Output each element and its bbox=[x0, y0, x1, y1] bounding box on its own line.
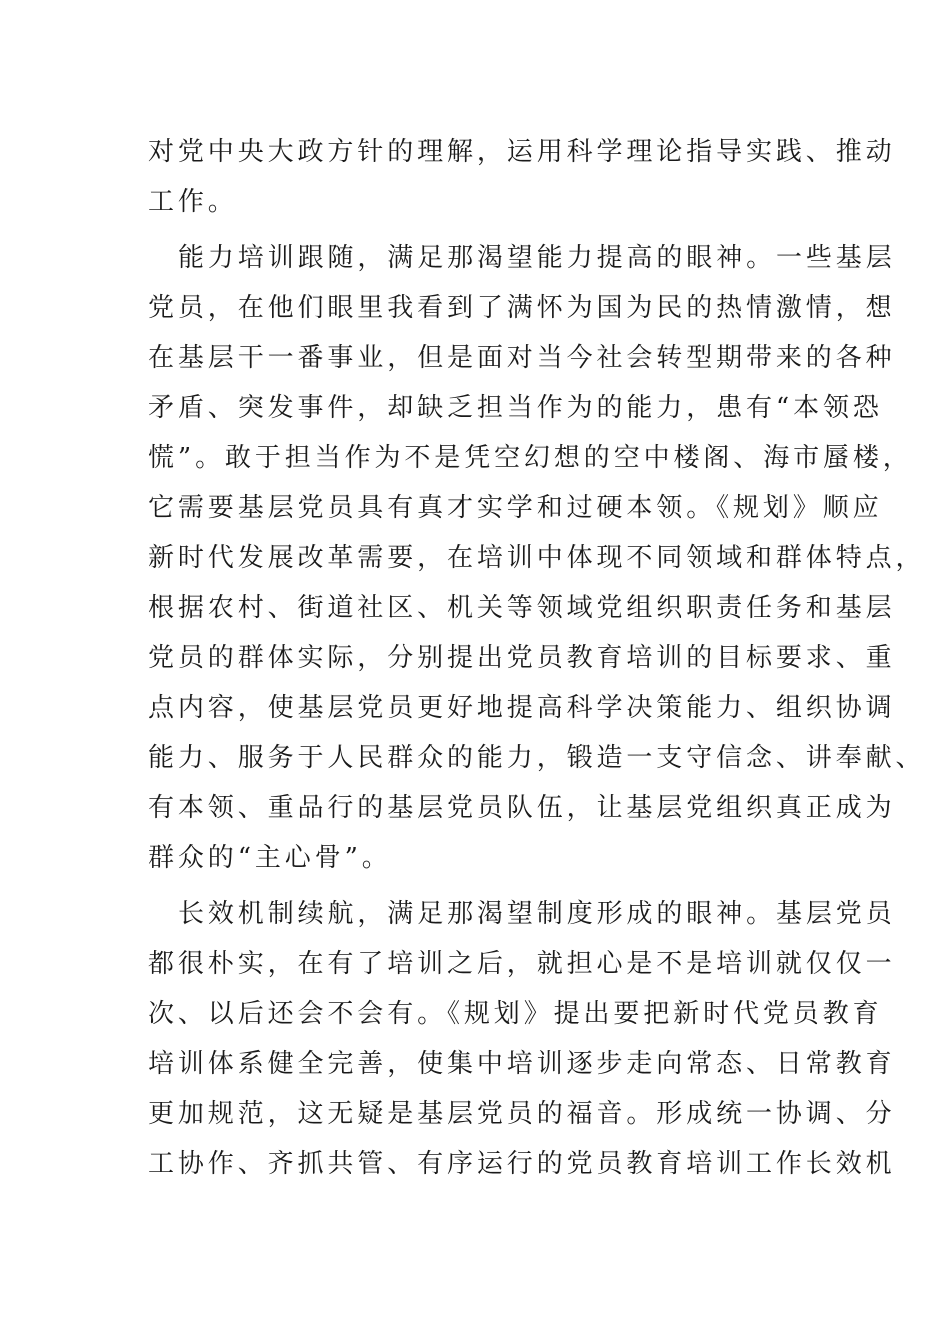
text-line: 能力、服务于人民群众的能力，锻造一支守信念、讲奉献、 bbox=[148, 743, 926, 773]
text-line: 次、以后还会不会有。《规划》提出要把新时代党员教育 bbox=[148, 999, 883, 1029]
text-line: 更加规范，这无疑是基层党员的福音。形成统一协调、分 bbox=[148, 1099, 896, 1129]
text-line: 点内容，使基层党员更好地提高科学决策能力、组织协调 bbox=[148, 693, 896, 723]
text-line: 党员，在他们眼里我看到了满怀为国为民的热情激情，想 bbox=[148, 293, 896, 323]
text-line: 工作。 bbox=[148, 187, 238, 217]
text-line: 都很朴实，在有了培训之后，就担心是不是培训就仅仅一 bbox=[148, 949, 896, 979]
text-line: 党员的群体实际，分别提出党员教育培训的目标要求、重 bbox=[148, 643, 896, 673]
text-line: 能力培训跟随，满足那渴望能力提高的眼神。一些基层 bbox=[178, 243, 896, 273]
text-line: 慌”。敢于担当作为不是凭空幻想的空中楼阁、海市蜃楼， bbox=[148, 443, 913, 473]
text-line: 矛盾、突发事件，却缺乏担当作为的能力，患有“本领恐 bbox=[148, 393, 883, 423]
text-line: 群众的“主心骨”。 bbox=[148, 843, 392, 873]
text-line: 工协作、齐抓共管、有序运行的党员教育培训工作长效机 bbox=[148, 1149, 896, 1179]
text-line: 根据农村、街道社区、机关等领域党组织职责任务和基层 bbox=[148, 593, 896, 623]
text-line: 新时代发展改革需要，在培训中体现不同领域和群体特点， bbox=[148, 543, 926, 573]
text-line: 对党中央大政方针的理解，运用科学理论指导实践、推动 bbox=[148, 137, 896, 167]
text-line: 它需要基层党员具有真才实学和过硬本领。《规划》顺应 bbox=[148, 493, 883, 523]
text-line: 长效机制续航，满足那渴望制度形成的眼神。基层党员 bbox=[178, 899, 896, 929]
text-line: 在基层干一番事业，但是面对当今社会转型期带来的各种 bbox=[148, 343, 896, 373]
text-line: 培训体系健全完善，使集中培训逐步走向常态、日常教育 bbox=[148, 1049, 896, 1079]
text-line: 有本领、重品行的基层党员队伍，让基层党组织真正成为 bbox=[148, 793, 896, 823]
